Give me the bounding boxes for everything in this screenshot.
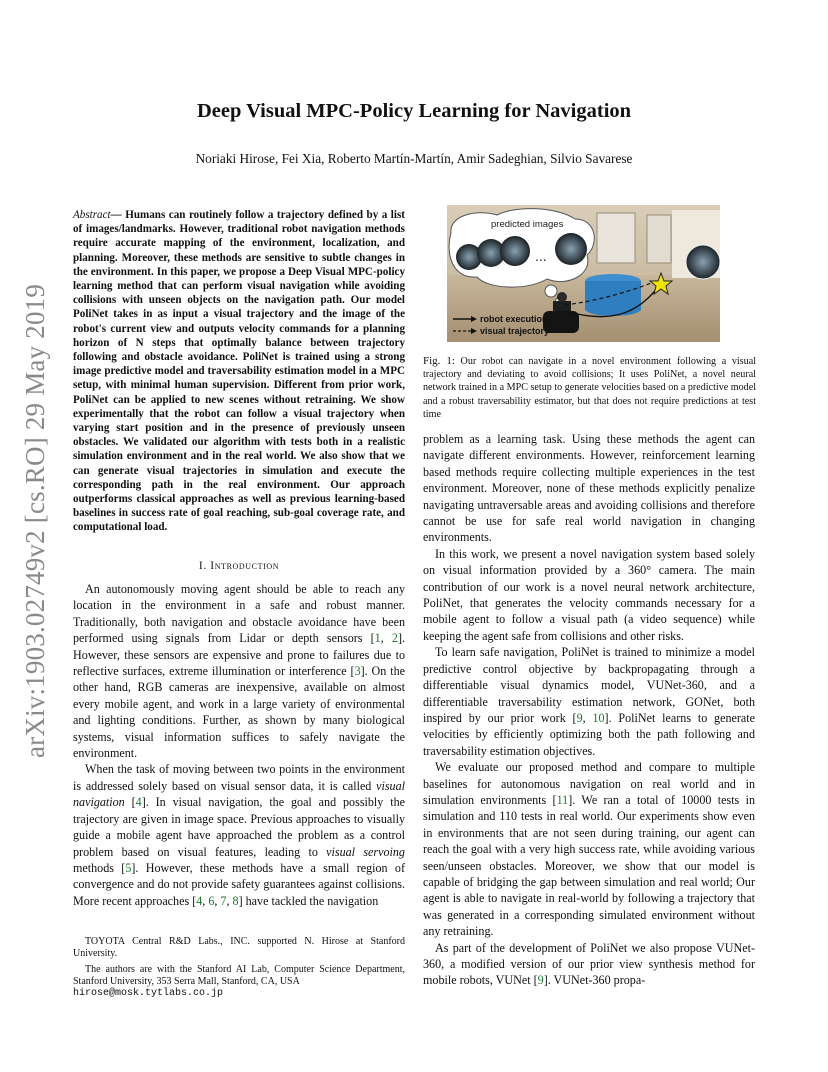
left-column — [73, 581, 405, 909]
intro-paragraph-2: When the task of moving between two points in the environment is addressed solely based on visual sensor data, it is called visual navigation [4]. In visual navigation, the goal and possibly the trajectory are given in image space. Previous approaches to visually guide a mobile agent have approached the problem as a control problem based on visual features, leading to visual servoing methods [5]. However, these methods have a small region of convergence and do not provide safety guarantees against collisions. More recent approaches [4, 6, 7, 8] have tackled the navigation — [73, 762, 405, 908]
predicted-images-label: predicted images — [491, 219, 564, 230]
right-paragraph-4: We evaluate our proposed method and compare to multiple baselines for autonomous navigation on real world and in simulation environments [11]. We ran a total of 10000 tests in simulation and 110 tests in real world. Our experiments show even in environments that are not seen during training, our agent can reach the goal with a very high success rate, while avoiding various seen/unseen obstacles. Moreover, we show that our model is capable of bridging the gap between simulation and real world; Our agent is able to navigate in real-world by following a trajectory that was generated in a corresponding simulated environment without any retraining. — [423, 760, 756, 939]
figure-1-illustration — [447, 205, 720, 342]
goal-image — [686, 245, 720, 279]
figure-1 — [447, 205, 720, 342]
citation-link[interactable]: 7 — [220, 893, 227, 908]
right-paragraph-1: problem as a learning task. Using these methods the agent can navigate different environments. However, reinforcement learning based methods require collecting multiple experiences in the test environment. Moreover, none of these methods explicitly penalize navigating untraversable areas and avoiding collisions and therefore cannot be use for safe real world navigation in changing environments. — [423, 432, 755, 545]
thought-dot-large — [545, 285, 557, 297]
obstacle-body — [585, 281, 641, 316]
scene-window — [597, 213, 635, 263]
abstract-label: Abstract — [73, 209, 111, 221]
robot-camera — [557, 292, 567, 302]
section-heading-introduction: I. Introduction — [198, 560, 280, 572]
abstract — [73, 208, 405, 535]
footnote-affiliation — [73, 964, 405, 988]
footnote-funding: TOYOTA Central R&D Labs., INC. supported N. Hirose at Stanford University. — [73, 936, 405, 959]
arxiv-identifier — [18, 258, 58, 758]
citation-link[interactable]: 6 — [208, 893, 215, 908]
ellipsis: ... — [535, 248, 547, 264]
robot-camera-mount — [553, 301, 571, 311]
author-email: hirose@mosk.tytlabs.co.jp — [73, 988, 224, 999]
paper-authors: Noriaki Hirose, Fei Xia, Roberto Martín-Martín, Amir Sadeghian, Silvio Savarese — [195, 151, 633, 166]
caption-label: Fig. 1: — [423, 355, 455, 367]
footnote-affiliation-text: The authors are with the Stanford AI Lab, Computer Science Department, Stanford University, 353 Serra Mall, Stanford, CA, USA — [73, 964, 405, 987]
right-paragraph-2: In this work, we present a novel navigation system based solely on visual information provided by a 360° camera. The main contribution of our work is a novel neural network architecture, PoliNet, that generates the velocity commands necessary for a mobile agent to follow a visual path (a video sequence) while keeping the agent safe from collisions and other risks. — [423, 546, 755, 643]
figure-1-caption — [423, 355, 756, 421]
caption-text: Our robot can navigate in a novel environment following a visual trajectory and deviating to avoid collisions; It uses PoliNet, a novel neural network trained in a MPC setup to generate velocities based on a predictive model and a robust traversability estimator, but that does not require predictions at test time — [423, 356, 756, 420]
citation-link[interactable]: 3 — [354, 664, 361, 679]
citation-link[interactable]: 2 — [391, 631, 398, 646]
right-paragraph-3: To learn safe navigation, PoliNet is trained to minimize a model predictive control objective by backpropagating through a differentiable visual dynamics model, VUNet-360, and a differentiable traversability estimation network, GONet, both inspired by our prior work [9, 10]. PoliNet learns to generate velocities by efficiently optimizing both the path following and traversability estimation objectives. — [423, 645, 755, 758]
legend-visual-trajectory: visual trajectory — [480, 326, 550, 336]
emphasized-term: visual servoing — [326, 844, 405, 859]
citation-link[interactable]: 9 — [537, 973, 544, 988]
footnotes — [73, 936, 405, 1000]
citation-link[interactable]: 1 — [374, 631, 381, 646]
citation-link[interactable]: 8 — [232, 893, 239, 908]
scene-door — [647, 215, 671, 263]
predicted-image-last — [555, 233, 587, 265]
legend-robot-execution: robot execution — [480, 314, 548, 324]
predicted-image-3 — [500, 236, 530, 266]
citation-link[interactable]: 11 — [556, 792, 569, 807]
citation-link[interactable]: 9 — [576, 710, 583, 725]
emphasized-term: visual navigation — [73, 778, 405, 810]
paper-title: Deep Visual MPC-Policy Learning for Navigation — [196, 100, 632, 122]
right-paragraph-5: As part of the development of PoliNet we also propose VUNet-360, a modified version of our prior view synthesis method for mobile robots, VUNet [9]. VUNet-360 propa- — [423, 940, 755, 988]
citation-link[interactable]: 4 — [135, 795, 142, 810]
abstract-text: — Humans can routinely follow a trajectory defined by a list of images/landmarks. However, traditional robot navigation methods require accurate mapping of the environment, localization, and planning. Moreover, these methods are sensitive to subtle changes in the environment. In this paper, we propose a Deep Visual MPC-policy learning method that can perform visual navigation while avoiding collisions with unseen objects on the navigation path. Our model PoliNet takes in as input a visual trajectory and the image of the robot's current view and outputs velocity commands for a planning horizon of N steps that optimally balance between trajectory following and obstacle avoidance. PoliNet is trained using a strong image predictive model and traversability estimation model in a MPC setup, with minimal human supervision. Different from prior work, PoliNet can be applied to new scenes without retraining. We show experimentally that the robot can follow a visual trajectory when varying start position and in the presence of previously unseen obstacles. We validated our algorithm with tests both in a realistic simulation environment and in the real world. We also show that we can generate visual trajectories in simulation and execute the corresponding path in the real environment. Our approach outperforms classical approaches as well as previous learning-based baselines in success rate of goal reaching, sub-goal coverage rate, and computational load. — [73, 209, 405, 534]
citation-link[interactable]: 5 — [125, 860, 132, 875]
citation-link[interactable]: 4 — [196, 893, 203, 908]
intro-paragraph-1: An autonomously moving agent should be able to reach any location in the environment in a safe and robust manner. Traditionally, both navigation and obstacle avoidance have been performed using signals from Lidar or depth sensors [1, 2]. However, these sensors are expensive and prone to failures due to reflective surfaces, extreme illumination or interference [3]. On the other hand, RGB cameras are inexpensive, available on almost every mobile agent, and work in a large variety of environmental and lighting conditions. Further, as shown by many biological systems, visual information suffices to safely navigate the environment. — [73, 582, 406, 761]
arxiv-identifier-text: arXiv:1903.02749v2 [cs.RO] 29 May 2019 — [20, 283, 50, 758]
citation-link[interactable]: 10 — [592, 710, 605, 725]
right-column — [423, 431, 755, 989]
